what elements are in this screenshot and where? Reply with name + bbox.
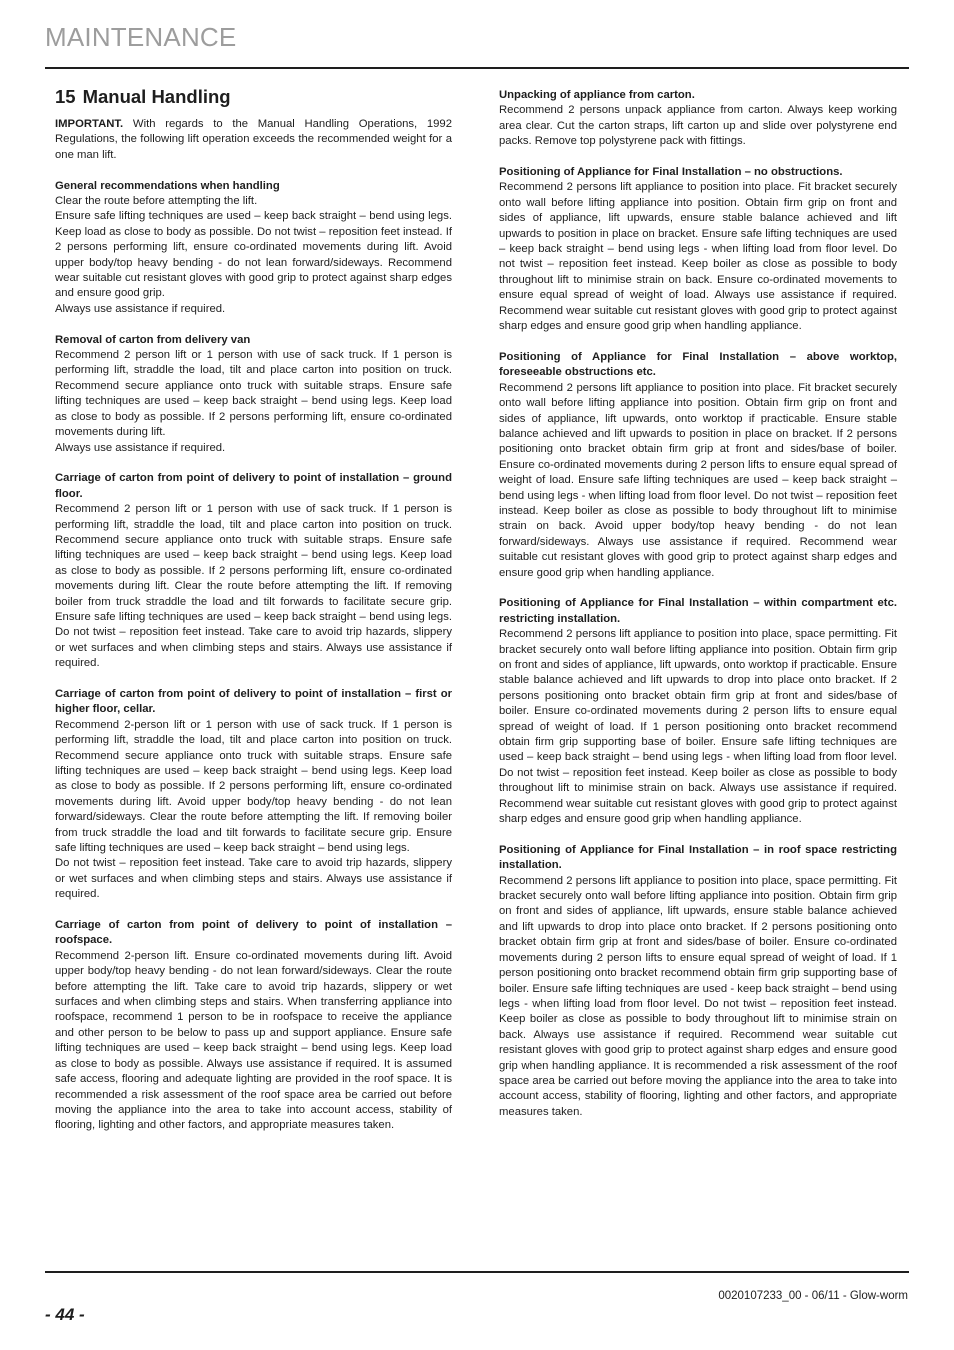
block-body-line: Recommend 2-person lift. Ensure co-ordinated movements during lift. Avoid upper body/top heavy bending - do not lean forward/sideways. Clear the route before attempting the lift. Take care to avoid trip hazards, slippery or wet surfaces and when climbing steps and stairs. When transferring appliance into roofspace, recommend 1 person to be in roofspace to receive the appliance and other person to be below to pass up and support appliance. Ensure safe lifting techniques are used – keep back straight – bend using legs. Keep load as close to body as possible. Always use assistance if required. It is assumed safe access, flooring and adequate lighting are provided in the roof space. It is recommended a risk assessment of the roof space area be carried out before moving the appliance into the area to take into account access, stability of flooring, lighting and other factors, and appropriate measures taken. (55, 949, 452, 1132)
block-body-line: Recommend 2 persons lift appliance to position into place. Fit bracket securely onto wall before lifting appliance into position. Obtain firm grip on front and sides of appliance, lift upwards, onto worktop if practicable. Ensure stable balance achieved and lift upwards to position in place on bracket. If 2 persons positioning onto bracket obtain firm grip at front and sides/base of boiler. Ensure co-ordinated movements during 2 person lifts to ensure equal spread of weight of load. Ensure safe lifting techniques are used – keep back straight – bend using legs - when lifting load from floor level. Do not twist – reposition feet instead. Keep boiler as close as possible to body throughout lift to minimise strain on back. Avoid upper body/top heavy bending - do not lean forward/sideways. Always use assistance if required. Recommend wear suitable cut resistant gloves with good grip to protect against sharp edges and ensure good grip when handling appliance. (499, 381, 897, 579)
footer-rule (45, 1271, 909, 1273)
right-block (499, 165, 897, 334)
left-block (55, 918, 452, 1134)
right-blocks (499, 88, 897, 1120)
block-body-line: Recommend 2 person lift or 1 person with use of sack truck. If 1 person is performing lift, straddle the load, tilt and place carton into position on truck. Recommend secure appliance onto truck with suitable straps. Ensure safe lifting techniques are used – keep back straight – bend using legs. Keep load as close to body as possible. If 2 persons performing lift, ensure co-ordinated movements during lift. (55, 349, 452, 439)
block-heading: Positioning of Appliance for Final Installation – in roof space restricting installation. (499, 843, 897, 872)
header-rule (45, 67, 909, 69)
block-body-line: Recommend 2-person lift or 1 person with use of sack truck. If 1 person is performing lift, straddle the load, tilt and place carton into position on truck. Recommend secure appliance onto truck with suitable straps. Ensure safe lifting techniques are used – keep back straight – bend using legs. Keep load as close to body as possible. If 2 persons performing lift, ensure co-ordinated movements during lift. Avoid upper body/top heavy bending - do not lean forward/sideways. Clear the route before attempting the lift. If removing boiler from truck straddle the load and tilt forwards to facilitate secure grip. Ensure safe lifting techniques are used – keep back straight – bend using legs. (55, 718, 452, 855)
left-block (55, 179, 452, 318)
left-block (55, 687, 452, 903)
right-column (499, 88, 897, 1136)
block-heading: Positioning of Appliance for Final Installation – no obstructions. (499, 166, 843, 179)
important-text: With regards to the Manual Handling Operations, 1992 Regulations, the following lift operation exceeds the recommended weight for a one man lift. (55, 118, 452, 161)
block-body-line: Always use assistance if required. (55, 441, 226, 454)
page-header-title: MAINTENANCE (45, 22, 237, 52)
block-body-line: Recommend 2 persons unpack appliance from carton. Always keep working area clear. Cut the carton straps, lift carton up and slide over polystyrene end packs. Remove top polystyrene pack with fittings. (499, 104, 897, 148)
block-body-line: Recommend 2 persons lift appliance to position into place, space permitting. Fit bracket securely onto wall before lifting appliance into position. Obtain firm grip on front and sides of appliance, lift upwards, onto worktop if practicable. Ensure stable balance achieved and lift upwards to drop into place onto bracket. If 2 persons positioning onto bracket obtain firm grip at front and sides/base of boiler. Ensure co-ordinated movements during 2 person lifts to ensure equal spread of weight of load. If 1 person positioning onto bracket recommend obtain firm grip supporting base of boiler. Ensure safe lifting techniques are used – keep back straight – bend using legs - when lifting load from floor level. Do not twist – reposition feet instead. Keep boiler as close as possible to body throughout lift to minimise strain on back. Always use assistance if required. Recommend wear suitable cut resistant gloves with good grip to protect against sharp edges and ensure good grip when handling appliance. (499, 628, 897, 826)
section-title (55, 86, 452, 108)
left-block (55, 333, 452, 456)
section-title-text: Manual Handling (82, 86, 231, 107)
block-body-line: Recommend 2 persons lift appliance to position into place, space permitting. Fit bracket securely onto wall before lifting appliance into position. Obtain firm grip on front and sides of appliance, lift upwards, ensure stable balance achieved and lift upwards to drop into place onto bracket. If 2 persons positioning onto bracket obtain firm grip at front and sides/base of boiler. Ensure co-ordinated movements during 2 person lifts to ensure equal spread of weight of load. If 1 person positioning onto bracket recommend obtain firm grip supporting base of boiler. Ensure safe lifting techniques are used - keep back straight – bend using legs - when lifting load from floor level. Do not twist – reposition feet instead. Keep boiler as close as possible to body throughout lift to minimise strain on back. Always use assistance if required. Recommend wear suitable cut resistant gloves with good grip to protect against sharp edges and ensure good grip when handling appliance. It is recommended a risk assessment of the roof space area be carried out before moving the appliance into the area to take into account access, stability of flooring, lighting and other factors, and appropriate measures taken. (499, 874, 897, 1118)
block-body-line: Clear the route before attempting the lift. (55, 195, 258, 208)
block-heading: Carriage of carton from point of delivery to point of installation – first or higher floor, cellar. (55, 687, 452, 716)
footer-doc-ref: 0020107233_00 - 06/11 - Glow-worm (718, 1290, 908, 1302)
block-heading: Positioning of Appliance for Final Installation – above worktop, foreseeable obstructions etc. (499, 350, 897, 379)
section-number: 15 (55, 86, 76, 107)
block-body-line: Always use assistance if required. (55, 302, 226, 315)
left-blocks (55, 179, 452, 1134)
block-body-line: Recommend 2 persons lift appliance to position into place. Fit bracket securely onto wall before lifting appliance into position. Obtain firm grip on front and sides of appliance, lift upwards, ensure stable balance achieved and lift upwards to position in place on bracket. Ensure safe lifting techniques are used – keep back straight – bend using legs - when lifting load from floor level. Do not twist – reposition feet instead. Keep boiler as close as possible to body throughout lift to minimise strain on back. Ensure co-ordinated movements to ensure equal spread of weight of load. Always use assistance if required. Recommend wear suitable cut resistant gloves with good grip to protect against sharp edges and ensure good grip when handling appliance. (499, 181, 897, 333)
block-body-line: Do not twist – reposition feet instead. Take care to avoid trip hazards, slippery or wet surfaces and when climbing steps and stairs. Always use assistance if required. (55, 857, 452, 901)
right-block (499, 350, 897, 581)
block-heading: Removal of carton from delivery van (55, 333, 251, 346)
right-block (499, 843, 897, 1120)
block-body-line: Recommend 2 person lift or 1 person with use of sack truck. If 1 person is performing lift, straddle the load, tilt and place carton into position on truck. Recommend secure appliance onto truck with suitable straps. Ensure safe lifting techniques are used – keep back straight – bend using legs. Keep load as close to body as possible. If 2 persons performing lift, ensure co-ordinated movements during lift. Clear the route before attempting the lift. If removing boiler from truck straddle the load and tilt forwards to facilitate secure grip. Ensure safe lifting techniques are used – keep back straight – bend using legs. Do not twist – reposition feet instead. Take care to avoid trip hazards, slippery or wet surfaces and when climbing steps and stairs. Always use assistance if required. (55, 503, 452, 670)
block-heading: Positioning of Appliance for Final Installation – within compartment etc. restricting installation. (499, 597, 897, 625)
left-block (55, 471, 452, 671)
block-heading: Carriage of carton from point of delivery to point of installation – ground floor. (55, 472, 452, 500)
block-heading: General recommendations when handling (55, 179, 280, 192)
page-number: - 44 - (45, 1305, 85, 1324)
left-column (55, 86, 452, 1149)
block-heading: Unpacking of appliance from carton. (499, 89, 695, 101)
important-label: IMPORTANT. (55, 118, 124, 130)
block-heading: Carriage of carton from point of delivery to point of installation – roofspace. (55, 919, 452, 947)
important-note (55, 117, 452, 163)
right-block (499, 88, 897, 150)
block-body-line: Ensure safe lifting techniques are used – keep back straight – bend using legs. Keep load as close to body as possible. Do not twist – reposition feet instead. If 2 persons performing lift, ensure co-ordinated movements during lift. Avoid upper body/top heavy bending - do not lean forward/sideways. Recommend wear suitable cut resistant gloves with good grip to protect against sharp edges and ensure good grip. (55, 210, 452, 300)
right-block (499, 596, 897, 827)
